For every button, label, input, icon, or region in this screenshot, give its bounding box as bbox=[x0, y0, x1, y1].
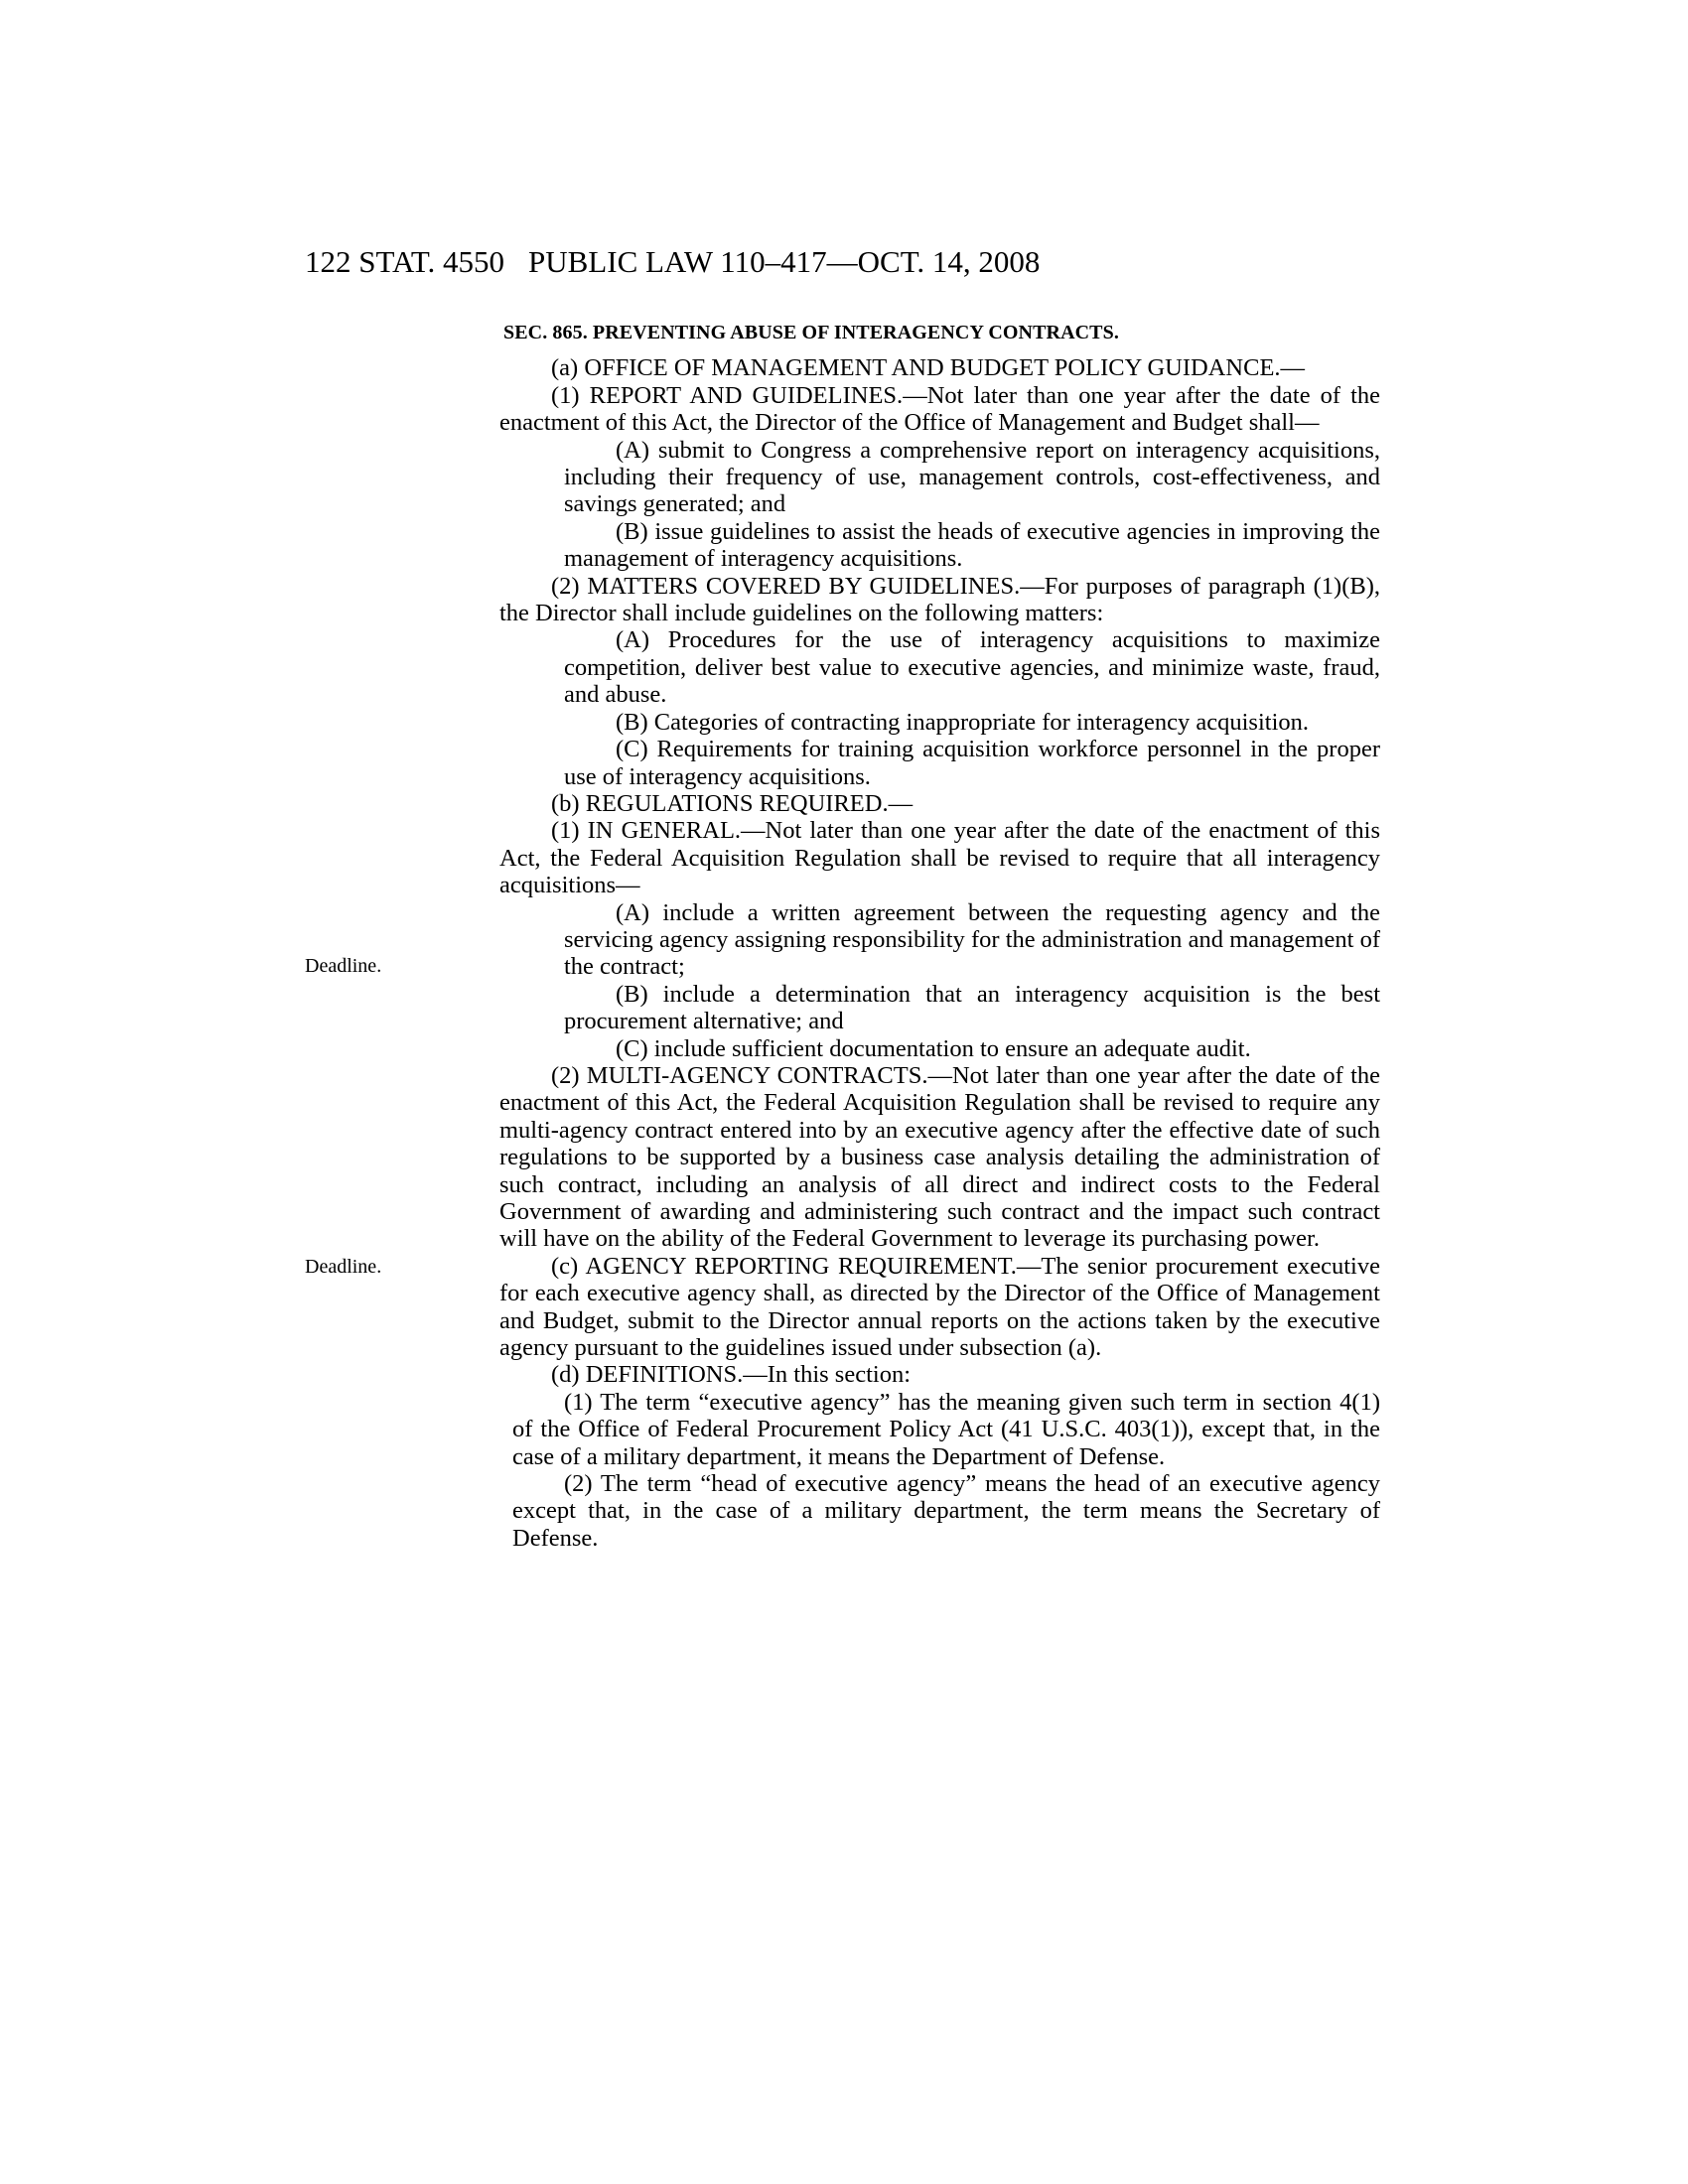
page-header bbox=[0, 244, 1688, 284]
paragraph-heading: (2) MATTERS COVERED BY GUIDELINES. bbox=[551, 572, 1021, 600]
clause-a2-C: (C) Requirements for training acquisition workforce personnel in the proper use of interagency acquisitions. bbox=[564, 736, 1380, 790]
clause-a2-B: (B) Categories of contracting inappropriate for interagency acquisition. bbox=[616, 708, 1309, 736]
clause-a1-A: (A) submit to Congress a comprehensive report on interagency acquisitions, including their frequency of use, management controls, cost-effectiveness, and savings generated; and bbox=[564, 436, 1380, 518]
definition-2: (2) The term “head of executive agency” means the head of an executive agency except that, in the case of a military department, the term means the Secretary of Defense. bbox=[512, 1470, 1380, 1552]
paragraph-text: —Not later than one year after the date of the enactment of this Act, the Federal Acquisition Regulation shall be revised to require any multi-agency contract entered into by an executive agency after the effective date of such regulations to be supported by a business case analysis detailing the administration of such contract, including an analysis of all direct and indirect costs to the Federal Government of awarding and administering such contract and the impact such contract will have on the ability of the Federal Government to leverage its purchasing power. bbox=[499, 1061, 1380, 1253]
section-title: SEC. 865. PREVENTING ABUSE OF INTERAGENCY CONTRACTS. bbox=[503, 322, 1119, 343]
paragraph-b1 bbox=[499, 817, 1380, 898]
section-body bbox=[499, 320, 1380, 1552]
definition-1: (1) The term “executive agency” has the meaning given such term in section 4(1) of the Office of Federal Procurement Policy Act (41 U.S.C. 403(1)), except that, in the case of a military department, it means the Department of Defense. bbox=[512, 1388, 1380, 1470]
subsection-heading: (d) DEFINITIONS. bbox=[551, 1361, 744, 1389]
margin-note-deadline: Deadline. bbox=[305, 955, 382, 977]
paragraph-heading: (1) REPORT AND GUIDELINES. bbox=[551, 381, 904, 409]
subsection-c bbox=[499, 1253, 1380, 1362]
subsection-heading: (c) AGENCY REPORTING REQUIREMENT. bbox=[551, 1252, 1017, 1280]
subsection-text: —The senior procurement executive for each executive agency shall, as directed by the Director of the Office of Management and Budget, submit to the Director annual reports on the actions taken by the executive agency pursuant to the guidelines issued under subsection (a). bbox=[499, 1252, 1380, 1362]
clause-b1-B: (B) include a determination that an interagency acquisition is the best procurement alternative; and bbox=[564, 980, 1380, 1035]
subsection-text: —In this section: bbox=[743, 1361, 912, 1389]
subsection-a-heading: (a) OFFICE OF MANAGEMENT AND BUDGET POLICY GUIDANCE.— bbox=[551, 354, 1306, 382]
paragraph-a1 bbox=[499, 382, 1380, 437]
public-law-citation: PUBLIC LAW 110–417—OCT. 14, 2008 bbox=[528, 244, 1041, 279]
clause-a2-A: (A) Procedures for the use of interagency acquisitions to maximize competition, deliver best value to executive agencies, and minimize waste, fraud, and abuse. bbox=[564, 626, 1380, 709]
paragraph-heading: (2) MULTI-AGENCY CONTRACTS. bbox=[551, 1061, 928, 1089]
margin-note-deadline: Deadline. bbox=[305, 1256, 382, 1278]
paragraph-b2 bbox=[499, 1062, 1380, 1253]
subsection-b-heading: (b) REGULATIONS REQUIRED.— bbox=[551, 789, 914, 817]
clause-b1-C: (C) include sufficient documentation to ensure an adequate audit. bbox=[616, 1034, 1251, 1062]
paragraph-text: —Not later than one year after the date of the enactment of this Act, the Federal Acquisition Regulation shall be revised to require that all interagency acquisitions— bbox=[499, 817, 1380, 899]
subsection-d bbox=[499, 1361, 1380, 1388]
paragraph-text: —For purposes of paragraph (1)(B), the Director shall include guidelines on the following matters: bbox=[499, 572, 1380, 627]
clause-a1-B: (B) issue guidelines to assist the heads of executive agencies in improving the management of interagency acquisitions. bbox=[564, 517, 1380, 573]
statute-page-number: 122 STAT. 4550 bbox=[305, 244, 505, 279]
paragraph-heading: (1) IN GENERAL. bbox=[551, 817, 742, 845]
paragraph-a2 bbox=[499, 573, 1380, 627]
paragraph-text: —Not later than one year after the date of the enactment of this Act, the Director of the Office of Management and Budget shall— bbox=[499, 381, 1380, 437]
clause-b1-A: (A) include a written agreement between the requesting agency and the servicing agency assigning responsibility for the administration and management of the contract; bbox=[564, 898, 1380, 981]
